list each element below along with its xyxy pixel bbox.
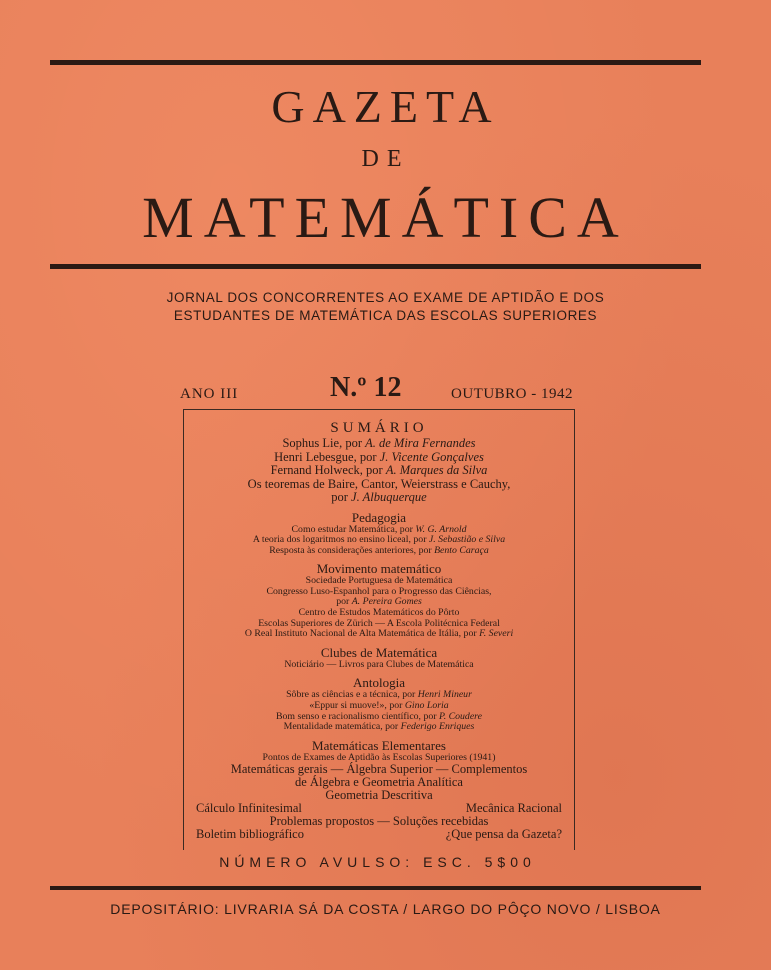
toc-entry: Escolas Superiores de Zürich — A Escola Politécnica Federal bbox=[258, 617, 500, 629]
depositario-line: DEPOSITÁRIO: LIVRARIA SÁ DA COSTA / LARGO DO PÔÇO NOVO / LISBOA bbox=[110, 901, 661, 917]
toc-entry: Geometria Descritiva bbox=[325, 788, 433, 803]
toc-entry: Henri Lebesgue, por J. Vicente Gonçalves bbox=[274, 449, 484, 464]
toc-entry: A teoria dos logaritmos no ensino liceal, por J. Sebastião e Silva bbox=[252, 534, 506, 546]
issue-info bbox=[180, 372, 573, 408]
issue-year: ANO III bbox=[180, 386, 239, 402]
middle-rule bbox=[50, 264, 701, 269]
section-elementares: Matemáticas Elementares bbox=[312, 737, 446, 753]
toc-entry: Centro de Estudos Matemáticos do Pôrto bbox=[298, 607, 460, 619]
toc-entry: Resposta às considerações anteriores, por Bento Caraça bbox=[269, 544, 489, 556]
toc-entry: Fernand Holweck, por A. Marques da Silva bbox=[270, 463, 488, 477]
subtitle-line-2: ESTUDANTES DE MATEMÁTICA DAS ESCOLAS SUPERIORES bbox=[173, 308, 598, 323]
toc-entry: Noticiário — Livros para Clubes de Matemática bbox=[284, 658, 474, 670]
toc-entry: Os teoremas de Baire, Cantor, Weierstrass e Cauchy, bbox=[247, 476, 511, 491]
toc-entry: por J. Albuquerque bbox=[331, 490, 427, 504]
toc-entry: Boletim bibliográfico bbox=[196, 827, 304, 842]
toc-entry: Sophus Lie, por A. de Mira Fernandes bbox=[282, 436, 476, 450]
section-clubes: Clubes de Matemática bbox=[320, 644, 438, 660]
subtitle-line-1: JORNAL DOS CONCORRENTES AO EXAME DE APTIDÃO E DOS bbox=[166, 290, 605, 305]
toc-entry: Mentalidade matemática, por Federigo Enriques bbox=[283, 721, 475, 733]
sumario-heading: SUMÁRIO bbox=[330, 420, 428, 436]
toc-entry: «Eppur si muove!», por Gino Loria bbox=[309, 700, 449, 712]
masthead-matematica: MATEMÁTICA bbox=[142, 185, 629, 250]
toc-entry: Sociedade Portuguesa de Matemática bbox=[305, 575, 453, 587]
toc-entry: Cálculo Infinitesimal bbox=[196, 801, 302, 816]
toc-row bbox=[184, 828, 574, 841]
toc-entry: de Álgebra e Geometria Analítica bbox=[295, 775, 463, 790]
bottom-rule bbox=[50, 886, 701, 890]
issue-date: OUTUBRO - 1942 bbox=[451, 386, 573, 402]
top-rule bbox=[50, 60, 701, 65]
section-pedagogia: Pedagogia bbox=[351, 509, 407, 525]
section-antologia: Antologia bbox=[353, 675, 405, 691]
toc-entry: Bom senso e racionalismo científico, por P. Coudere bbox=[276, 710, 482, 722]
issue-number: N.º 12 bbox=[330, 372, 402, 403]
toc-entry: Congresso Luso-Espanhol para o Progresso das Ciências, bbox=[266, 585, 492, 597]
toc-entry: Sôbre as ciências e a técnica, por Henri Mineur bbox=[286, 689, 472, 701]
toc-entry: ¿Que pensa da Gazeta? bbox=[445, 827, 562, 842]
masthead-gazeta: GAZETA bbox=[271, 81, 500, 132]
toc-entry: O Real Instituto Nacional de Alta Matemática de Itália, por F. Severi bbox=[244, 628, 514, 640]
toc-entry: por A. Pereira Gomes bbox=[336, 596, 422, 608]
toc-entry: Mecânica Racional bbox=[465, 801, 562, 816]
toc-entry: Problemas propostos — Soluções recebidas bbox=[269, 814, 489, 829]
toc-entry: Como estudar Matemática, por W. G. Arnold bbox=[291, 523, 467, 535]
journal-subtitle bbox=[0, 289, 771, 325]
toc-entry: Matemáticas gerais — Álgebra Superior — Complementos bbox=[230, 762, 528, 777]
masthead-de: DE bbox=[361, 146, 410, 172]
price-line: NÚMERO AVULSO: ESC. 5$00 bbox=[219, 854, 536, 870]
toc-entry: Pontos de Exames de Aptidão às Escolas Superiores (1941) bbox=[262, 751, 496, 763]
section-movimento: Movimento matemático bbox=[316, 561, 442, 577]
table-of-contents bbox=[183, 409, 575, 850]
